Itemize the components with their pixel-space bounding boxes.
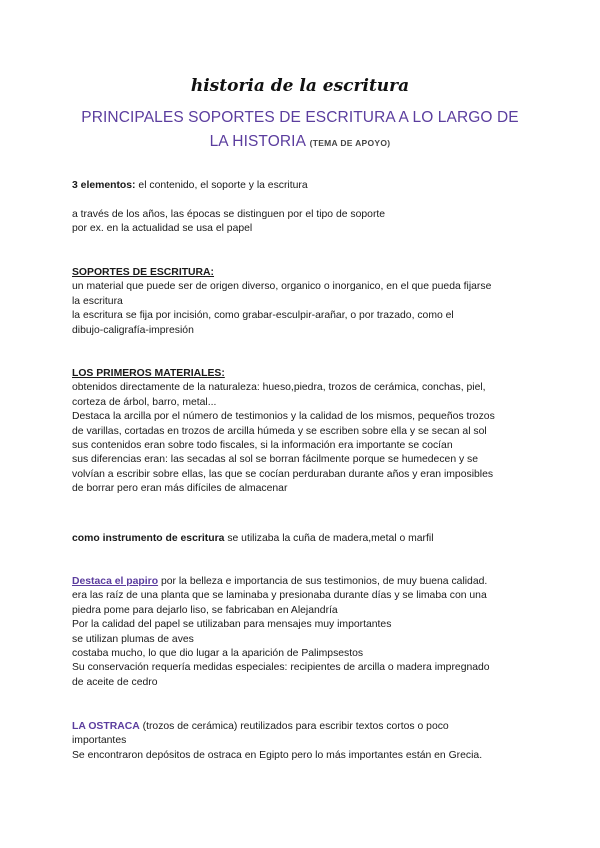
soportes-section [72, 266, 532, 338]
ostraca-label: LA OSTRACA [72, 721, 140, 732]
soportes-line: un material que puede ser de origen diverso, organico o inorganico, en el que pueda fijarse [72, 281, 492, 293]
instrumento-line [72, 532, 532, 546]
materiales-heading: LOS PRIMEROS MATERIALES: [72, 368, 225, 379]
page-title [60, 106, 540, 155]
soportes-line: la escritura se fija por incisión, como grabar-esculpir-arañar, o por trazado, como el [72, 310, 454, 322]
papiro-first-text: por la belleza e importancia de sus testimonios, de muy buena calidad. [158, 576, 488, 587]
materiales-line: obtenidos directamente de la naturaleza: hueso,piedra, trozos de cerámica, conchas, piel, [72, 382, 486, 394]
soportes-line: dibujo-caligrafía-impresión [72, 324, 194, 336]
intro-elements-line [72, 179, 532, 193]
materiales-line: sus diferencias eran: las secadas al sol se borran fácilmente porque se humedecen y se [72, 454, 479, 466]
instrumento-text: se utilizaba la cuña de madera,metal o marfil [224, 533, 434, 544]
soportes-heading: SOPORTES DE ESCRITURA: [72, 267, 215, 278]
intro-elements-text: el contenido, el soporte y la escritura [135, 180, 308, 191]
papiro-line: de aceite de cedro [72, 676, 158, 688]
page-title-line-2-text: LA HISTORIA [209, 133, 306, 150]
ostraca-line: importantes [72, 735, 127, 747]
script-title: historia de la escritura [190, 76, 410, 96]
intro-elements-label: 3 elementos: [72, 180, 136, 191]
papiro-line: costaba mucho, lo que dio lugar a la aparición de Palimpsestos [72, 648, 364, 660]
materiales-line: volvían a escribir sobre ellas, las que se cocían perduraban durante años y eran imposibles [72, 468, 494, 480]
papiro-first-line [72, 575, 532, 589]
papiro-section [72, 575, 532, 690]
page-title-note: (TEMA DE APOYO) [309, 138, 391, 148]
ostraca-first-line [72, 720, 532, 734]
materiales-line: de borrar pero eran más difíciles de almacenar [72, 483, 288, 495]
instrumento-label: como instrumento de escritura [72, 533, 225, 544]
intro-paragraph [72, 208, 532, 237]
materiales-line: Destaca la arcilla por el número de testimonios y la calidad de los mismos, pequeños trozos [72, 411, 495, 423]
papiro-line: se utilizan plumas de aves [72, 633, 194, 645]
papiro-line: era las raíz de una planta que se laminaba y presionaba durante días y se limaba con una [72, 590, 487, 602]
intro-line-2: a través de los años, las épocas se distinguen por el tipo de soporte [72, 209, 386, 220]
page-title-line-2 [60, 130, 540, 155]
instrumento-section [72, 532, 532, 546]
papiro-line: Por la calidad del papel se utilizaban para mensajes muy importantes [72, 619, 392, 631]
papiro-label: Destaca el papiro [72, 576, 159, 587]
page-title-line-1: PRINCIPALES SOPORTES DE ESCRITURA A LO LARGO DE [81, 109, 519, 126]
ostraca-first-text: (trozos de cerámica) reutilizados para escribir textos cortos o poco [139, 721, 449, 732]
ostraca-line: Se encontraron depósitos de ostraca en Egipto pero lo más importantes están en Grecia. [72, 749, 483, 761]
papiro-line: Su conservación requería medidas especiales: recipientes de arcilla o madera impregnado [72, 662, 490, 674]
materiales-line: de varillas, cortadas en trozos de arcilla húmeda y se escriben sobre ella y se secan al sol [72, 425, 487, 437]
materiales-line: corteza de árbol, barro, metal... [72, 396, 217, 408]
soportes-line: la escritura [72, 295, 123, 307]
papiro-line: piedra pome para dejarlo liso, se fabricaban en Alejandría [72, 604, 338, 616]
intro-elements [72, 179, 532, 193]
intro-line-3: por ex. en la actualidad se usa el papel [72, 223, 253, 235]
materiales-line: sus contenidos eran sobre todo fiscales, si la información era importante se cocían [72, 440, 453, 452]
materiales-section [72, 367, 532, 497]
ostraca-section [72, 720, 532, 763]
